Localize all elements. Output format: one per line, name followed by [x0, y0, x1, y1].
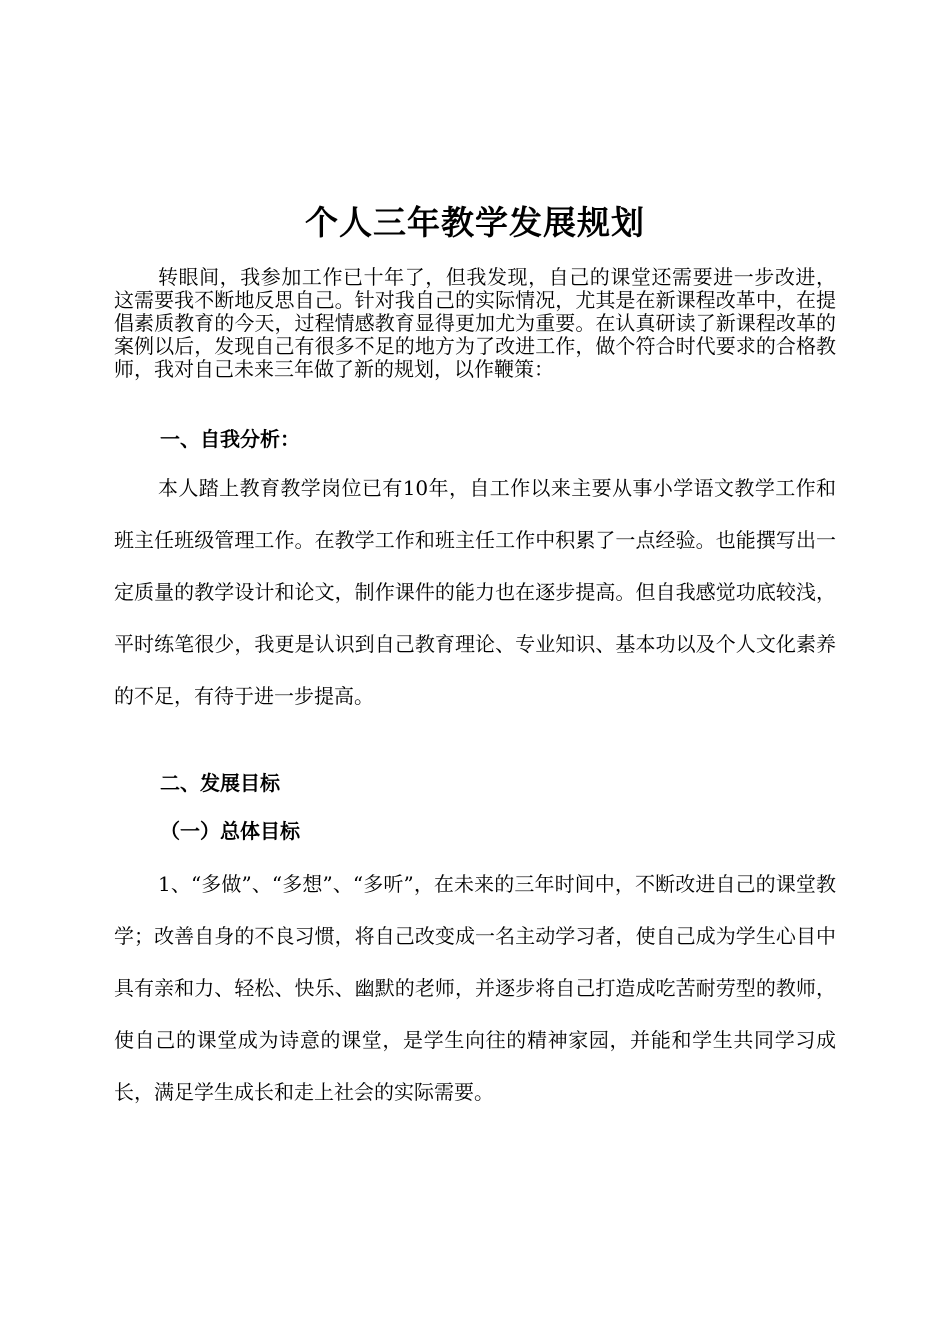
- section-heading-self-analysis: 一、自我分析：: [160, 427, 300, 451]
- document-title: 个人三年教学发展规划: [305, 203, 645, 243]
- intro-paragraph: 转眼间，我参加工作已十年了，但我发现，自己的课堂还需要进一步改进，这需要我不断地反思自己。针对我自己的实际情况，尤其是在新课程改革中，在提倡素质教育的今天，过程情感教育显得更加尤为重要。在认真研读了新课程改革的案例以后，发现自己有很多不足的地方为了改进工作，做个符合时代要求的合格教师，我对自己未来三年做了新的规划，以作鞭策：: [114, 265, 836, 381]
- self-analysis-paragraph: 本人踏上教育教学岗位已有10年，自工作以来主要从事小学语文教学工作和班主任班级管理工作。在教学工作和班主任工作中积累了一点经验。也能撰写出一定质量的教学设计和论文，制作课件的能力也在逐步提高。但自我感觉功底较浅，平时练笔很少，我更是认识到自己教育理论、专业知识、基本功以及个人文化素养的不足，有待于进一步提高。: [114, 476, 836, 708]
- subsection-heading-overall-goals: （一）总体目标: [160, 819, 300, 843]
- overall-goals-paragraph: 1、“多做”、“多想”、“多听”，在未来的三年时间中，不断改进自己的课堂教学；改善自身的不良习惯，将自己改变成一名主动学习者，使自己成为学生心目中具有亲和力、轻松、快乐、幽默的老师，并逐步将自己打造成吃苦耐劳型的教师，使自己的课堂成为诗意的课堂，是学生向往的精神家园，并能和学生共同学习成长，满足学生成长和走上社会的实际需要。: [114, 872, 836, 1104]
- section-heading-development-goals: 二、发展目标: [160, 771, 280, 795]
